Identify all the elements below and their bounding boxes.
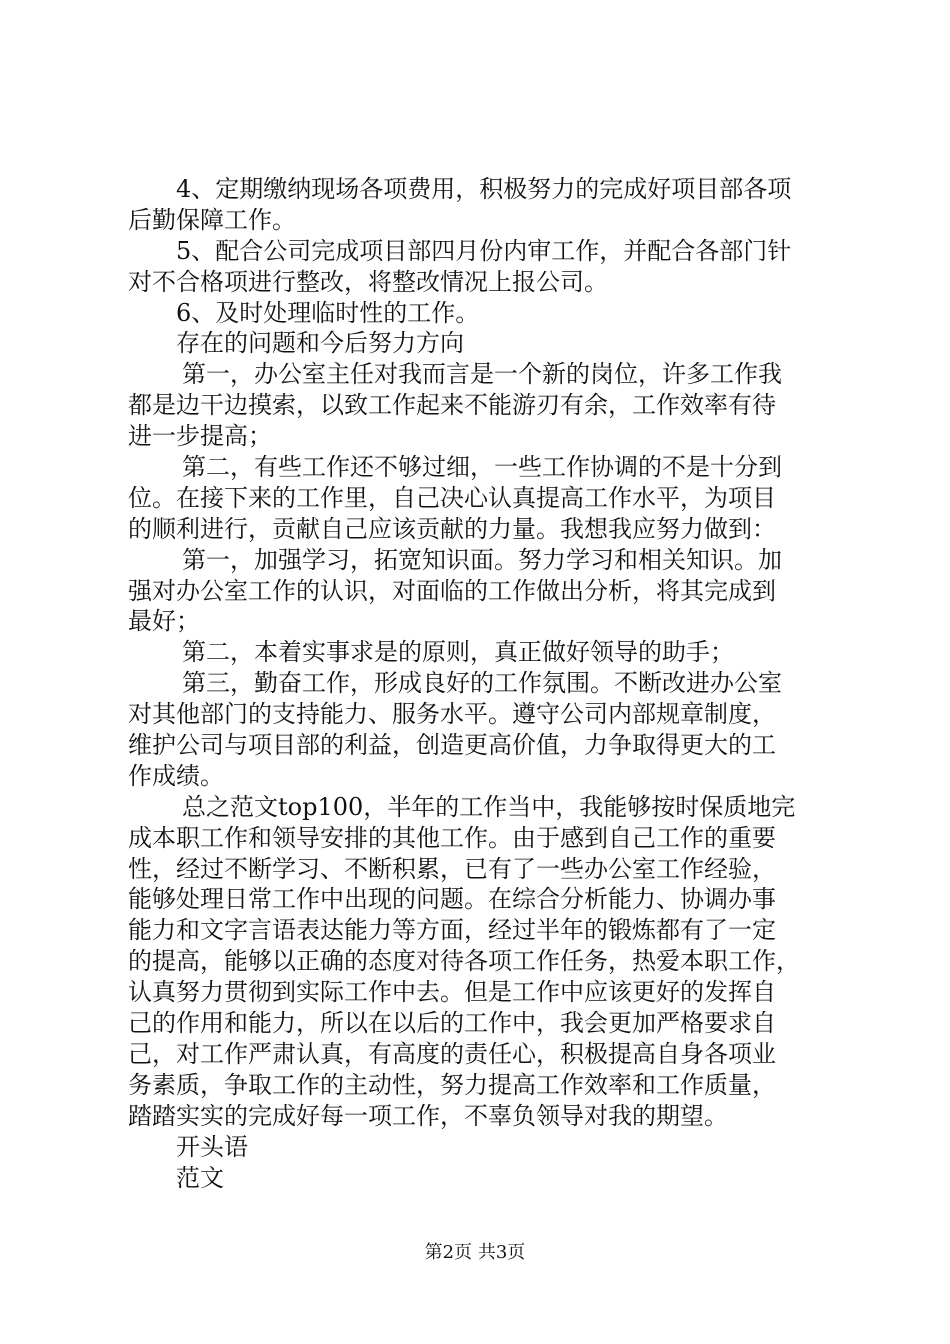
text-line: 开头语 [176,1132,248,1161]
text-line: 作成绩。 [128,761,224,790]
text-line: 范文 [176,1163,224,1192]
text-line: 5、配合公司完成项目部四月份内审工作，并配合各部门针 [176,236,792,265]
document-body [128,174,832,1193]
text-line: 后勤保障工作。 [128,205,296,234]
text-line: 位。在接下来的工作里，自己决心认真提高工作水平，为项目 [128,483,776,512]
text-line: 4、定期缴纳现场各项费用，积极努力的完成好项目部各项 [176,175,792,203]
text-line: 对不合格项进行整改，将整改情况上报公司。 [128,267,608,296]
text-line: 的提高，能够以正确的态度对待各项工作任务，热爱本职工作， [128,947,800,976]
text-line: 维护公司与项目部的利益，创造更高价值，力争取得更大的工 [128,731,776,760]
text-line: 进一步提高； [128,422,272,451]
text-line: 强对办公室工作的认识，对面临的工作做出分析，将其完成到 [128,576,776,605]
text-line: 对其他部门的支持能力、服务水平。遵守公司内部规章制度， [128,700,776,729]
text-line: 成本职工作和领导安排的其他工作。由于感到自己工作的重要 [128,823,776,852]
text-line: 能力和文字言语表达能力等方面，经过半年的锻炼都有了一定 [128,916,776,945]
text-line: 第一，加强学习，拓宽知识面。努力学习和相关知识。加 [182,545,782,574]
text-line: 都是边干边摸索，以致工作起来不能游刃有余，工作效率有待 [128,391,776,420]
text-line: 己，对工作严肃认真，有高度的责任心，积极提高自身各项业 [128,1039,776,1068]
text-line: 性，经过不断学习、不断积累，已有了一些办公室工作经验， [128,854,776,883]
page-footer: 第2页 共3页 [424,1242,526,1263]
text-line: 第一，办公室主任对我而言是一个新的岗位，许多工作我 [182,360,782,389]
text-line: 总之范文top100，半年的工作当中，我能够按时保质地完 [182,792,796,821]
text-line: 己的作用和能力，所以在以后的工作中，我会更加严格要求自 [128,1009,776,1038]
text-line: 第二，本着实事求是的原则，真正做好领导的助手； [182,638,734,667]
text-line: 的顺利进行，贡献自己应该贡献的力量。我想我应努力做到： [128,514,776,543]
text-line: 认真努力贯彻到实际工作中去。但是工作中应该更好的发挥自 [128,978,776,1007]
text-line: 能够处理日常工作中出现的问题。在综合分析能力、协调办事 [128,885,776,914]
text-line: 第三，勤奋工作，形成良好的工作氛围。不断改进办公室 [182,669,782,698]
text-line: 务素质，争取工作的主动性，努力提高工作效率和工作质量， [128,1070,776,1099]
text-line: 第二，有些工作还不够过细，一些工作协调的不是十分到 [182,453,782,482]
text-line: 6、及时处理临时性的工作。 [176,298,480,327]
text-line: 最好； [128,607,200,636]
text-line: 存在的问题和今后努力方向 [176,329,464,358]
text-line: 踏踏实实的完成好每一项工作，不辜负领导对我的期望。 [128,1101,728,1130]
